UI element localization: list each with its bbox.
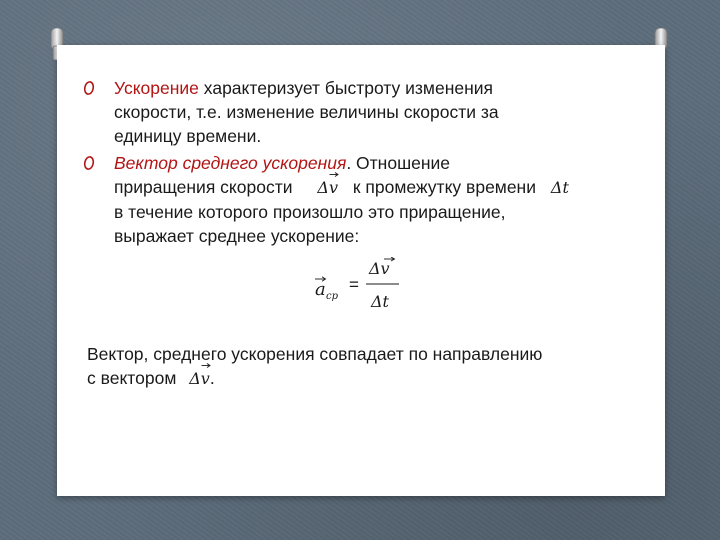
text-span: с вектором — [87, 368, 177, 388]
vector-arrow-icon — [201, 362, 211, 369]
symbol-a: a — [315, 279, 326, 300]
average-acceleration-formula — [311, 257, 411, 317]
term-acceleration: Ускорение — [114, 78, 199, 98]
delta-t-symbol: Δt — [550, 178, 569, 197]
text-span: . — [209, 368, 215, 388]
ring-bullet-icon — [83, 155, 95, 171]
conclusion-paragraph — [87, 342, 647, 391]
slide — [57, 45, 665, 496]
delta-v-symbol: Δv — [317, 176, 338, 200]
ring-bullet-icon — [83, 80, 95, 96]
bullet-line — [114, 76, 634, 100]
bullet-line: единицу времени. — [114, 126, 262, 146]
text-span: . Отношение — [346, 153, 451, 173]
equals-sign: = — [349, 275, 359, 294]
bullet-line: скорости, т.е. изменение величины скорости за — [114, 102, 499, 122]
symbol-subscript: ср — [326, 291, 339, 302]
numerator-delta-v: Δv — [369, 259, 390, 278]
denominator-delta-t: Δt — [371, 292, 389, 311]
bullet-line — [114, 151, 634, 175]
conclusion-line: Вектор, среднего ускорения совпадает по направлению — [87, 344, 543, 364]
delta-v-symbol: Δv — [189, 367, 210, 391]
text-span: к промежутку времени — [352, 177, 537, 197]
term-average-acceleration: Вектор среднего ускорения — [114, 153, 347, 173]
text-span: характеризует быстроту изменения — [198, 78, 494, 98]
bullet-line: в течение которого произошло это приращение, — [114, 202, 506, 222]
bullet-line: выражает среднее ускорение: — [114, 226, 360, 246]
text-span: приращения скорости — [114, 177, 293, 197]
vector-arrow-icon — [329, 171, 339, 178]
bullet-line — [114, 175, 634, 200]
conclusion-line — [87, 366, 647, 391]
